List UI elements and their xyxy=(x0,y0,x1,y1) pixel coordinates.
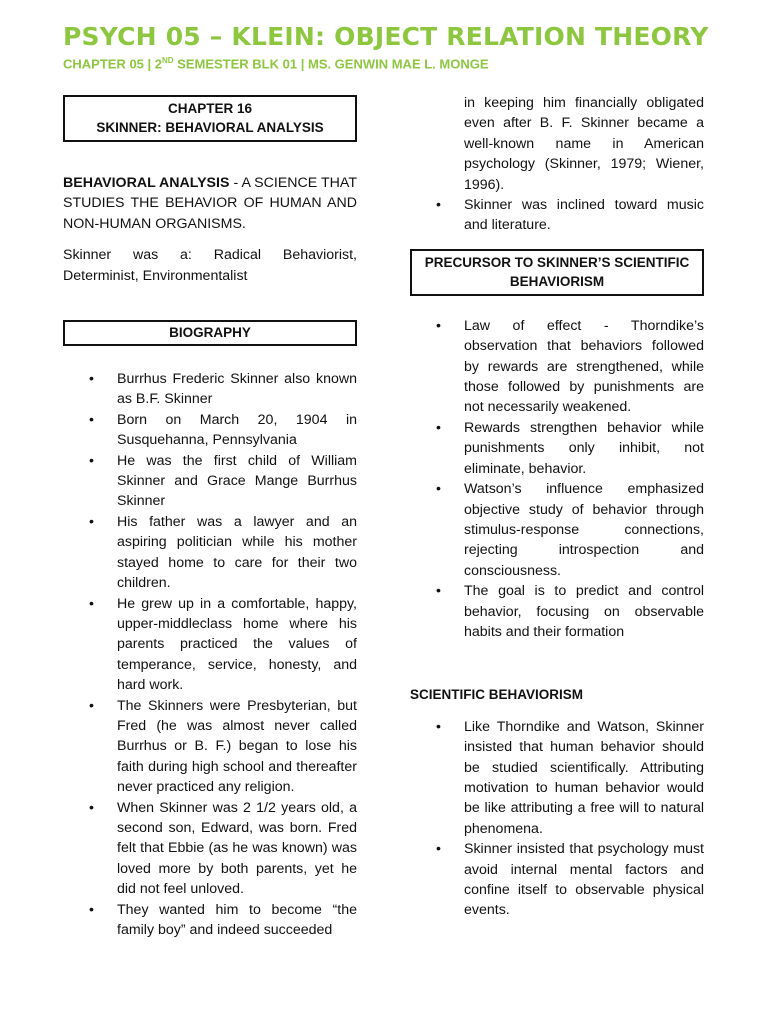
list-item: • Skinner was inclined toward music and literature. xyxy=(410,195,704,236)
list-item: • Born on March 20, 1904 in Susquehanna, Pennsylvania xyxy=(63,410,357,451)
chapter-title: SKINNER: BEHAVIORAL ANALYSIS xyxy=(96,120,324,135)
list-item: • The goal is to predict and control behavior, focusing on observable habits and their formation xyxy=(410,581,704,642)
skinner-was-paragraph: Skinner was a: Radical Behaviorist, Determinist, Environmentalist xyxy=(63,247,357,284)
list-item: • Law of effect - Thorndike’s observation that behaviors followed by rewards are strengthened, while those followed by punishments are not necessarily weakened. xyxy=(410,316,704,418)
list-item: • They wanted him to become “the family boy” and indeed succeeded xyxy=(63,900,357,941)
list-item: • Like Thorndike and Watson, Skinner insisted that human behavior should be studied scientifically. Attributing motivation to human behavior would be like attributing a free will to natural phenomena. xyxy=(410,717,704,839)
list-item: • The Skinners were Presbyterian, but Fred (he was almost never called Burrhus or B. F.) began to lose his faith during high school and thereafter never practiced any religion. xyxy=(63,696,357,798)
chapter-number: CHAPTER 16 xyxy=(167,101,253,116)
definition-paragraph xyxy=(63,173,357,234)
precursor-heading: PRECURSOR TO SKINNER’S SCIENTIFIC BEHAVIORISM xyxy=(410,249,704,296)
biography-heading: BIOGRAPHY xyxy=(63,320,357,346)
subtitle-superscript: ND xyxy=(162,56,174,65)
scientific-behaviorism-heading: SCIENTIFIC BEHAVIORISM xyxy=(410,687,584,703)
precursor-list xyxy=(410,316,704,643)
list-item: • Skinner insisted that psychology must avoid internal mental factors and confine itself to observable physical events. xyxy=(410,839,704,921)
left-column xyxy=(63,95,357,940)
subtitle-semester-teacher: SEMESTER BLK 01 | MS. GENWIN MAE L. MONGE xyxy=(173,56,489,72)
definition-term: BEHAVIORAL ANALYSIS xyxy=(63,175,230,191)
list-item-continued: in keeping him financially obligated even after B. F. Skinner became a well-known name in American psychology (Skinner, 1979; Wiener, 1996). xyxy=(464,95,704,193)
page-subtitle xyxy=(63,56,489,71)
biography-continued-list xyxy=(410,93,704,236)
list-item: • His father was a lawyer and an aspiring politician while his mother stayed home to care for their two children. xyxy=(63,512,357,594)
list-item: • Rewards strengthen behavior while punishments only inhibit, not eliminate, behavior. xyxy=(410,418,704,479)
chapter-box xyxy=(63,95,357,142)
page-title: PSYCH 05 – KLEIN: OBJECT RELATION THEORY xyxy=(63,22,709,51)
subtitle-chapter: CHAPTER 05 | 2 xyxy=(63,56,162,72)
biography-list xyxy=(63,369,357,940)
scientific-list xyxy=(410,717,704,921)
definition-text: - A SCIENCE THAT STUDIES THE BEHAVIOR OF HUMAN AND NON-HUMAN ORGANISMS. xyxy=(63,175,357,232)
list-item: • When Skinner was 2 1/2 years old, a second son, Edward, was born. Fred felt that Ebbie (as he was known) was loved more by both parents, yet he did not feel unloved. xyxy=(63,798,357,900)
list-item: • He grew up in a comfortable, happy, upper-middleclass home where his parents practiced the values of temperance, service, honesty, and hard work. xyxy=(63,594,357,696)
right-column xyxy=(410,93,704,921)
list-item: • He was the first child of William Skinner and Grace Mange Burrhus Skinner xyxy=(63,451,357,512)
list-item: • Watson’s influence emphasized objective study of behavior through stimulus-response connections, rejecting introspection and consciousness. xyxy=(410,479,704,581)
list-item: • Burrhus Frederic Skinner also known as B.F. Skinner xyxy=(63,369,357,410)
